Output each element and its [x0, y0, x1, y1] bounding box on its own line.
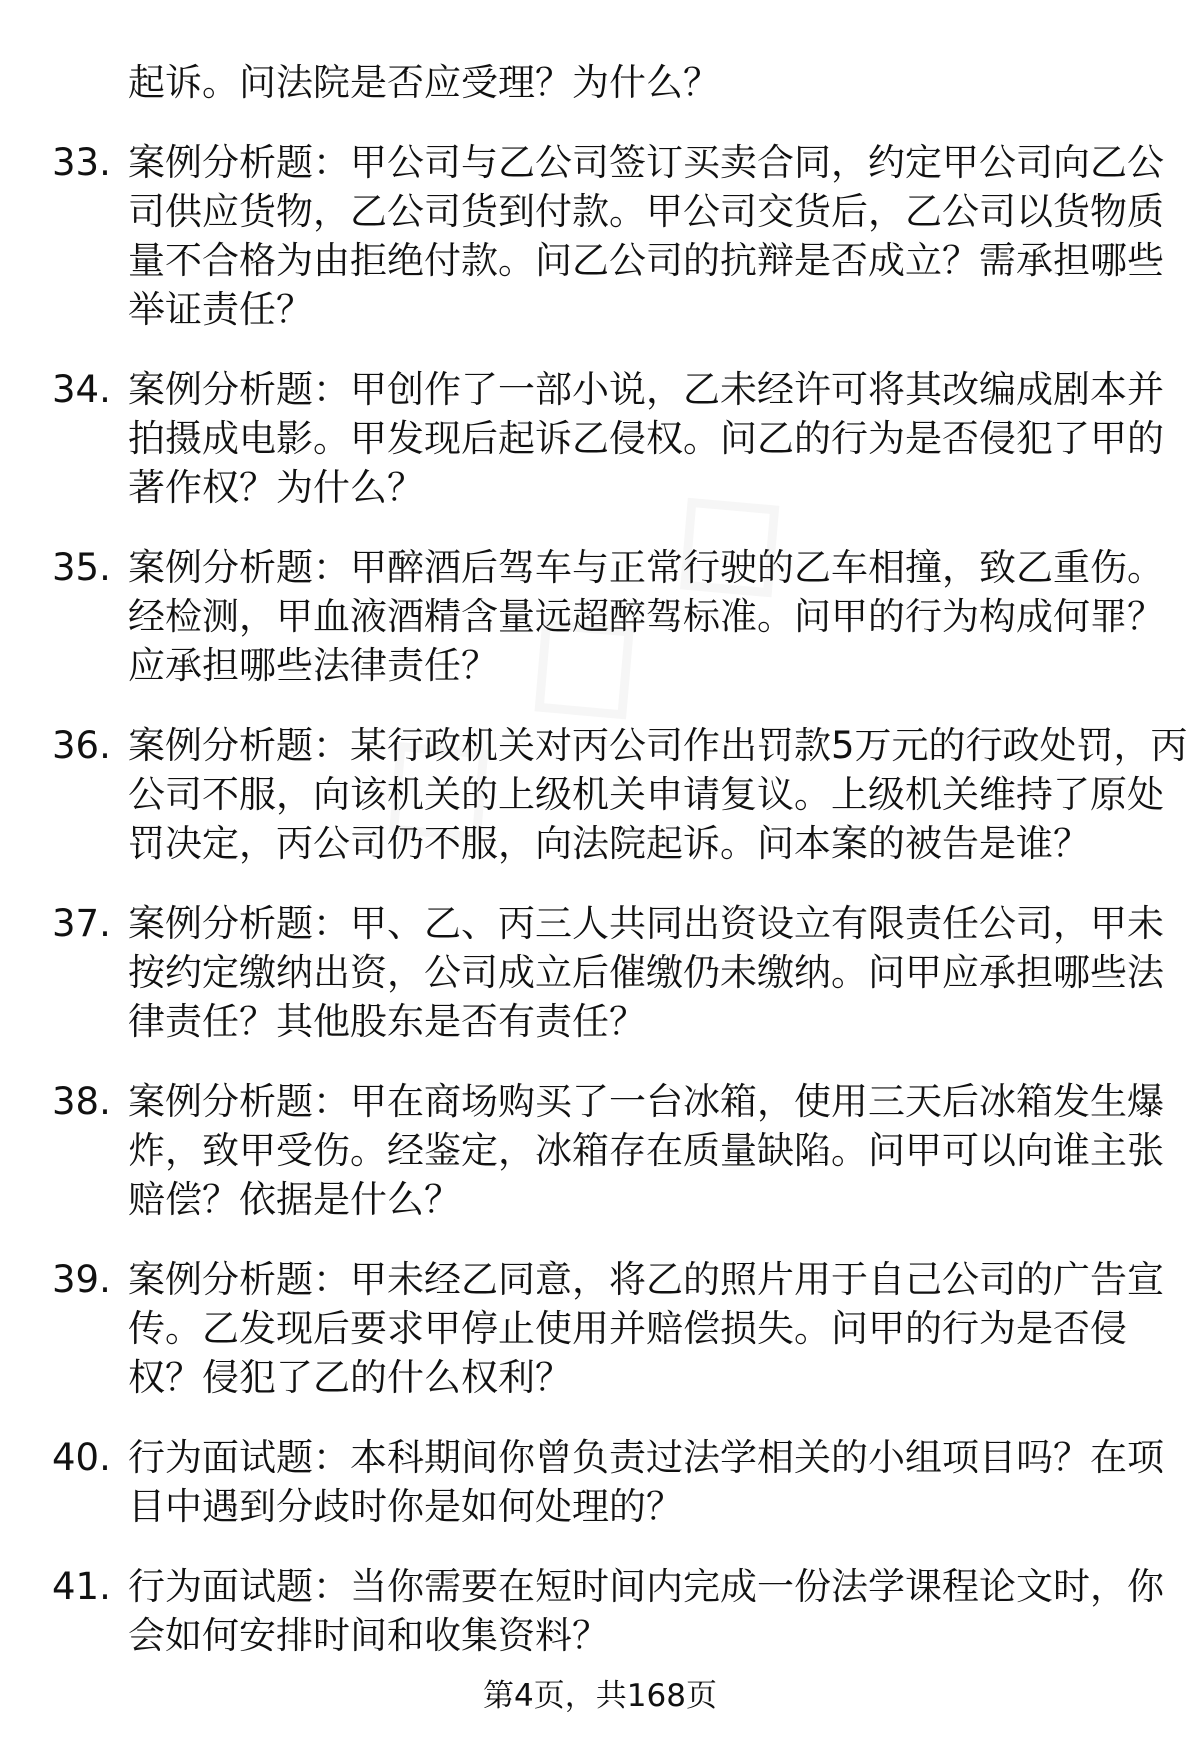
question-line — [0, 1077, 1200, 1126]
question-text: 案例分析题：甲公司与乙公司签订买卖合同，约定甲公司向乙公 — [128, 141, 1164, 184]
question-number — [0, 463, 128, 512]
question-number: 33. — [52, 141, 111, 184]
question-text: 目中遇到分歧时你是如何处理的？ — [128, 1485, 683, 1528]
question-text: 著作权？为什么？ — [128, 466, 424, 509]
question-text: 行为面试题：本科期间你曾负责过法学相关的小组项目吗？在项 — [128, 1436, 1164, 1479]
question-text: 案例分析题：甲创作了一部小说，乙未经许可将其改编成剧本并 — [128, 368, 1164, 411]
question-line — [0, 187, 1200, 236]
question-number — [0, 1126, 128, 1175]
question-line — [0, 1611, 1200, 1660]
question-line — [0, 543, 1200, 592]
question-number: 36. — [52, 724, 111, 767]
question-line — [0, 1175, 1200, 1224]
question-number — [0, 641, 128, 690]
document-body — [0, 58, 1200, 1660]
question-line — [0, 721, 1200, 770]
question-item — [0, 1077, 1200, 1224]
question-number — [0, 1611, 128, 1660]
question-number — [0, 1175, 128, 1224]
question-line — [0, 899, 1200, 948]
question-number: 39. — [52, 1258, 111, 1301]
question-line — [0, 1126, 1200, 1175]
question-number: 34. — [52, 368, 111, 411]
question-number — [0, 414, 128, 463]
question-line — [0, 414, 1200, 463]
question-line — [0, 819, 1200, 868]
question-text: 举证责任？ — [128, 288, 313, 331]
question-number — [0, 236, 128, 285]
question-text: 案例分析题：某行政机关对丙公司作出罚款5万元的行政处罚，丙 — [128, 724, 1188, 767]
question-item — [0, 365, 1200, 512]
question-text: 罚决定，丙公司仍不服，向法院起诉。问本案的被告是谁？ — [128, 822, 1090, 865]
question-line — [0, 997, 1200, 1046]
question-number — [0, 997, 128, 1046]
question-number: 38. — [52, 1080, 111, 1123]
question-number — [0, 1482, 128, 1531]
question-number — [0, 770, 128, 819]
question-item — [0, 1255, 1200, 1402]
question-line — [0, 1255, 1200, 1304]
question-number: 35. — [52, 546, 111, 589]
question-number: 37. — [52, 902, 111, 945]
question-text: 量不合格为由拒绝付款。问乙公司的抗辩是否成立？需承担哪些 — [128, 239, 1164, 282]
question-text: 按约定缴纳出资，公司成立后催缴仍未缴纳。问甲应承担哪些法 — [128, 951, 1164, 994]
question-line — [0, 138, 1200, 187]
question-text: 拍摄成电影。甲发现后起诉乙侵权。问乙的行为是否侵犯了甲的 — [128, 417, 1164, 460]
question-item — [0, 1433, 1200, 1531]
question-text: 经检测，甲血液酒精含量远超醉驾标准。问甲的行为构成何罪？ — [128, 595, 1164, 638]
question-text: 律责任？其他股东是否有责任？ — [128, 1000, 646, 1043]
question-item — [0, 721, 1200, 868]
question-number — [0, 819, 128, 868]
question-number — [0, 948, 128, 997]
question-text: 赔偿？依据是什么？ — [128, 1178, 461, 1221]
question-item — [0, 138, 1200, 334]
question-text: 会如何安排时间和收集资料？ — [128, 1614, 609, 1657]
question-number: 41. — [52, 1565, 111, 1608]
question-number — [0, 592, 128, 641]
question-text: 司供应货物，乙公司货到付款。甲公司交货后，乙公司以货物质 — [128, 190, 1164, 233]
question-line — [0, 770, 1200, 819]
question-item — [0, 1562, 1200, 1660]
question-line — [0, 1433, 1200, 1482]
question-line — [0, 1562, 1200, 1611]
question-line — [0, 1353, 1200, 1402]
question-text: 行为面试题：当你需要在短时间内完成一份法学课程论文时，你 — [128, 1565, 1164, 1608]
question-text: 案例分析题：甲在商场购买了一台冰箱，使用三天后冰箱发生爆 — [128, 1080, 1164, 1123]
question-number — [0, 1304, 128, 1353]
question-text: 传。乙发现后要求甲停止使用并赔偿损失。问甲的行为是否侵 — [128, 1307, 1127, 1350]
question-text: 案例分析题：甲未经乙同意，将乙的照片用于自己公司的广告宣 — [128, 1258, 1164, 1301]
continuation-line: 起诉。问法院是否应受理？为什么？ — [128, 61, 720, 104]
question-line — [0, 236, 1200, 285]
question-line — [0, 592, 1200, 641]
question-line — [0, 463, 1200, 512]
question-line — [0, 365, 1200, 414]
question-text: 案例分析题：甲醉酒后驾车与正常行驶的乙车相撞，致乙重伤。 — [128, 546, 1164, 589]
question-text: 炸，致甲受伤。经鉴定，冰箱存在质量缺陷。问甲可以向谁主张 — [128, 1129, 1164, 1172]
question-text: 权？侵犯了乙的什么权利？ — [128, 1356, 572, 1399]
question-text: 公司不服，向该机关的上级机关申请复议。上级机关维持了原处 — [128, 773, 1164, 816]
page-footer: 第4页，共168页 — [483, 1678, 717, 1714]
question-number — [0, 187, 128, 236]
question-text: 应承担哪些法律责任？ — [128, 644, 498, 687]
question-line — [0, 1304, 1200, 1353]
question-number — [0, 285, 128, 334]
question-line — [0, 1482, 1200, 1531]
question-item — [0, 543, 1200, 690]
question-number: 40. — [52, 1436, 111, 1479]
question-text: 案例分析题：甲、乙、丙三人共同出资设立有限责任公司，甲未 — [128, 902, 1164, 945]
question-line — [0, 948, 1200, 997]
question-line — [0, 285, 1200, 334]
question-line — [0, 641, 1200, 690]
question-number — [0, 1353, 128, 1402]
question-item — [0, 899, 1200, 1046]
